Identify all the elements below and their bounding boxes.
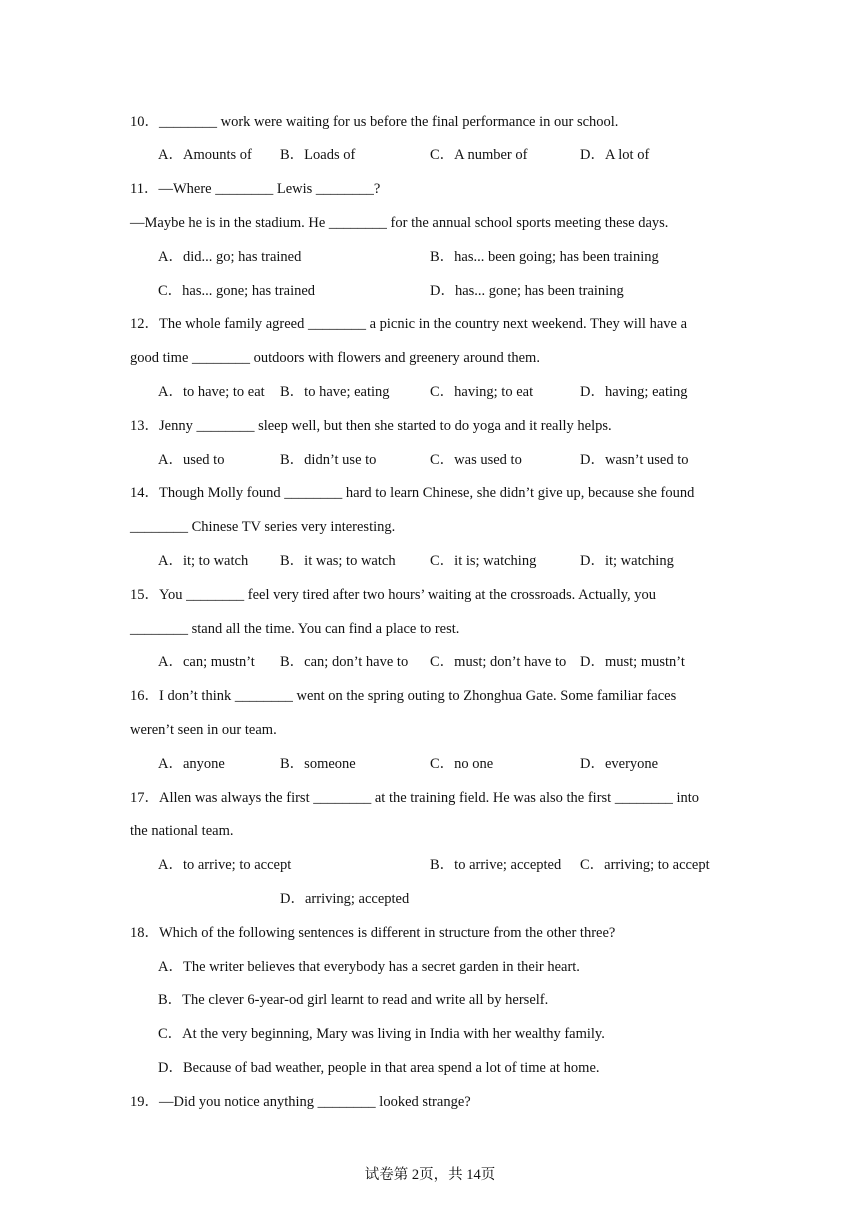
q18-option-d: D．Because of bad weather, people in that area spend a lot of time at home. — [158, 1060, 600, 1076]
q11-option-b: B．has... been going; has been training — [430, 249, 659, 265]
q15-option-c: C．must; don’t have to — [430, 654, 567, 670]
question-13: 13．Jenny ________ sleep well, but then she started to do yoga and it really helps. — [130, 418, 612, 434]
q13-option-d: D．wasn’t used to — [580, 452, 689, 468]
q10-option-a: A．Amounts of — [158, 147, 252, 163]
question-11: 11．—Where ________ Lewis ________? — [130, 181, 381, 197]
q18-option-b: B．The clever 6-year-od girl learnt to read and write all by herself. — [158, 992, 549, 1008]
question-15: 15．You ________ feel very tired after two hours’ waiting at the crossroads. Actually, you — [130, 587, 657, 603]
q14-option-d: D．it; watching — [580, 553, 674, 569]
q18-option-c: C．At the very beginning, Mary was living in India with her wealthy family. — [158, 1026, 605, 1042]
question-14: 14．Though Molly found ________ hard to learn Chinese, she didn’t give up, because she found — [130, 485, 695, 501]
q13-option-b: B．didn’t use to — [280, 452, 377, 468]
question-15-cont: ________ stand all the time. You can find a place to rest. — [130, 621, 460, 637]
question-17: 17．Allen was always the first ________ at the training field. He was also the first ________ into — [130, 790, 700, 806]
q14-option-a: A．it; to watch — [158, 553, 249, 569]
q11-option-c: C．has... gone; has trained — [158, 283, 316, 299]
q10-option-c: C．A number of — [430, 147, 528, 163]
q16-option-b: B．someone — [280, 756, 356, 772]
q16-option-a: A．anyone — [158, 756, 225, 772]
q12-option-b: B．to have; eating — [280, 384, 390, 400]
q13-option-c: C．was used to — [430, 452, 522, 468]
q17-option-d: D．arriving; accepted — [280, 891, 410, 907]
question-14-cont: ________ Chinese TV series very interesting. — [130, 519, 396, 535]
q10-option-b: B．Loads of — [280, 147, 356, 163]
q15-option-a: A．can; mustn’t — [158, 654, 255, 670]
q12-option-a: A．to have; to eat — [158, 384, 265, 400]
q14-option-c: C．it is; watching — [430, 553, 537, 569]
question-16-cont: weren’t seen in our team. — [130, 722, 277, 738]
q11-option-a: A．did... go; has trained — [158, 249, 302, 265]
page-footer: 试卷第 2页，共 14页 — [364, 1167, 496, 1183]
question-10: 10．________ work were waiting for us before the final performance in our school. — [130, 114, 619, 130]
q17-option-b: B．to arrive; accepted — [430, 857, 562, 873]
q16-option-c: C．no one — [430, 756, 494, 772]
q18-option-a: A．The writer believes that everybody has a secret garden in their heart. — [158, 959, 580, 975]
question-17-cont: the national team. — [130, 823, 234, 839]
q15-option-d: D．must; mustn’t — [580, 654, 685, 670]
q17-option-a: A．to arrive; to accept — [158, 857, 292, 873]
question-12-cont: good time ________ outdoors with flowers and greenery around them. — [130, 350, 540, 366]
question-19: 19．—Did you notice anything ________ looked strange? — [130, 1094, 471, 1110]
q14-option-b: B．it was; to watch — [280, 553, 396, 569]
question-18: 18．Which of the following sentences is different in structure from the other three? — [130, 925, 616, 941]
q11-option-d: D．has... gone; has been training — [430, 283, 624, 299]
q12-option-d: D．having; eating — [580, 384, 688, 400]
question-12: 12．The whole family agreed ________ a picnic in the country next weekend. They will have a — [130, 316, 688, 332]
q10-option-d: D．A lot of — [580, 147, 650, 163]
question-16: 16．I don’t think ________ went on the spring outing to Zhonghua Gate. Some familiar faces — [130, 688, 677, 704]
q15-option-b: B．can; don’t have to — [280, 654, 409, 670]
q17-option-c: C．arriving; to accept — [580, 857, 710, 873]
q16-option-d: D．everyone — [580, 756, 659, 772]
q12-option-c: C．having; to eat — [430, 384, 534, 400]
question-11-response: —Maybe he is in the stadium. He ________ for the annual school sports meeting these days. — [130, 215, 669, 231]
q13-option-a: A．used to — [158, 452, 225, 468]
